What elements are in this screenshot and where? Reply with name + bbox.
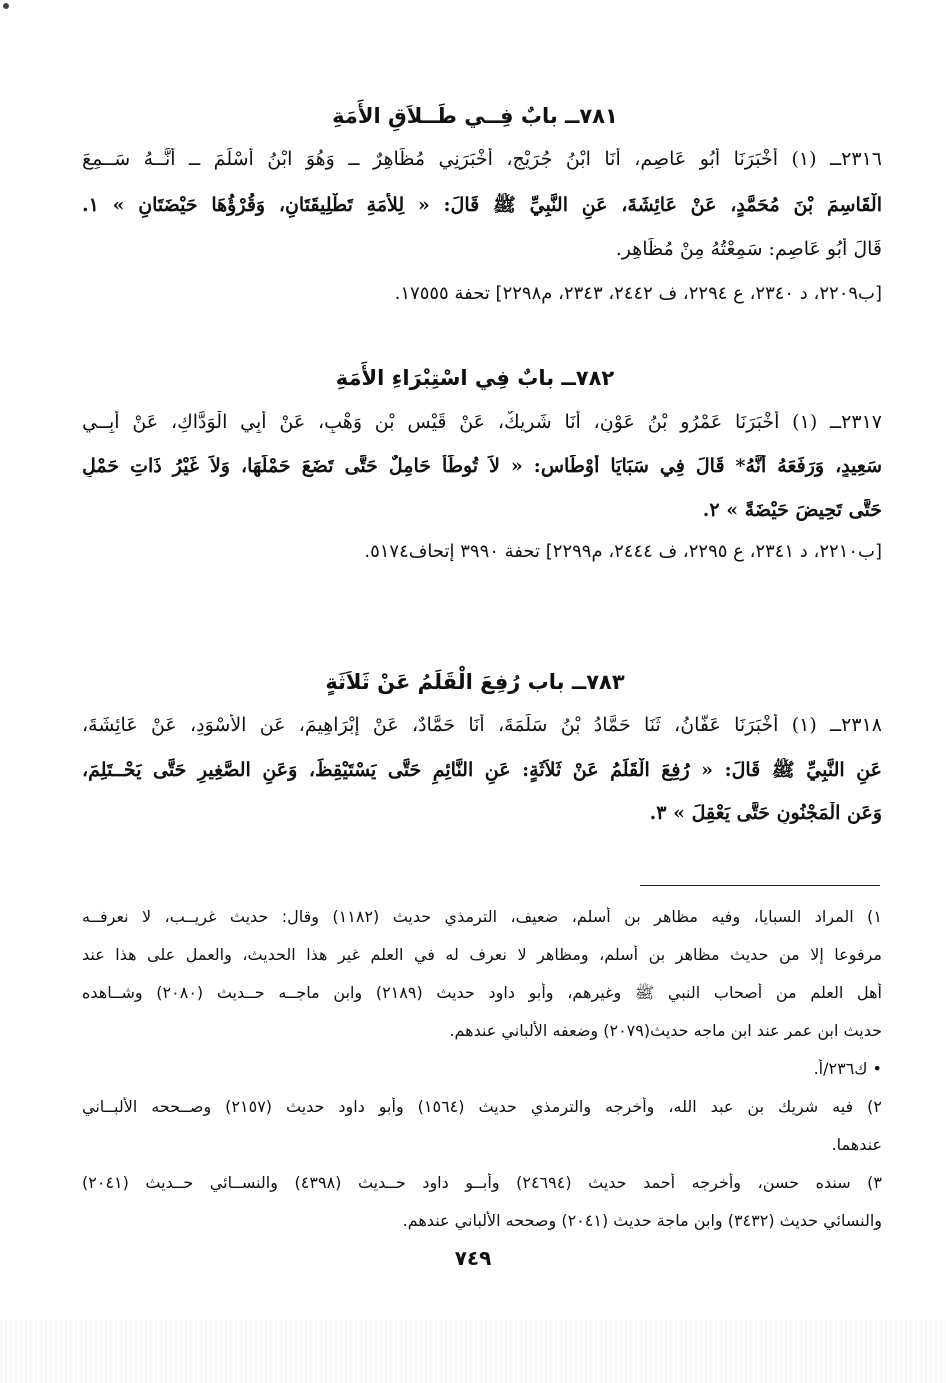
hadith-2316-line-2: الْقَاسِمَ بْنَ مُحَمَّدٍ، عَنْ عَائِشَةَ، عَنِ النَّبِيِّ ﷺ قَالَ: « لِلأَمَةِ تَطْلِيقَتَانِ، وَقُرْؤُهَا حَيْضَتَانِ » ١. [82, 194, 882, 216]
footnote-3-line-2: والنسائي حديث (٣٤٣٢) وابن ماجة حديث (٢٠٤١) وصححه الألباني عندهم. [402, 1211, 882, 1230]
footnote-3-line-1: ٣) سنده حسن، وأخرجه أحمد حديث (٢٤٦٩٤) وأبــو داود حــديث (٤٣٩٨) والنســائي حــديث (٢٠٤١) [82, 1173, 882, 1192]
hadith-2316-line-1: ٢٣١٦ــ (١) أَخْبَرَنَا أَبُو عَاصِمٍ، أَنَا ابْنُ جُرَيْجٍ، أَخْبَرَنِي مُظَاهِرٌ ــ وَهُوَ ابْنُ أَسْلَمَ ــ أَنَّــهُ سَــمِعَ [82, 148, 882, 170]
scan-speck [3, 3, 9, 9]
section-heading-783: ٧٨٣ــ باب رُفِعَ الْقَلَمُ عَنْ ثَلاَثَةٍ [325, 670, 625, 694]
manuscript-marker: • ك٢٣٦/أ. [813, 1059, 882, 1078]
hadith-2316-reference: [ب٢٢٠٩، د ٢٣٤٠، ع ٢٢٩٤، ف ٢٤٤٢، ٢٣٤٣، م٢٢٩٨] تحفة ١٧٥٥٥. [394, 283, 882, 304]
footnote-1-line-3: أهل العلم من أصحاب النبي ﷺ وغيرهم، وأبو داود حديث (٢١٨٩) وابن ماجــه حــديث (٢٠٨٠) وشــاهده [82, 983, 882, 1002]
scan-noise [0, 1320, 946, 1383]
footnote-1-line-1: ١) المراد السبايا، وفيه مظاهر بن أسلم، ضعيف، الترمذي حديث (١١٨٢) وقال: حديث غريــب، لا نعرفــه [82, 907, 882, 926]
section-heading-782: ٧٨٢ــ بابٌ فِي اسْتِبْرَاءِ الأَمَةِ [335, 366, 615, 390]
footnote-1-line-4: حديث ابن عمر عند ابن ماجه حديث(٢٠٧٩) وضعفه الألباني عندهم. [449, 1021, 882, 1040]
section-heading-781: ٧٨١ــ بابٌ فِــي طَــلاَقِ الأَمَةِ [332, 104, 618, 128]
footnote-2-line-2: عندهما. [831, 1135, 882, 1154]
hadith-2317-line-3: حَتَّى تَحِيضَ حَيْضَةً » ٢. [702, 499, 882, 521]
hadith-2317-line-2: سَعِيدٍ، وَرَفَعَهُ أَنَّهُ* قَالَ فِي سَبَايَا أَوْطَاسٍ: « لاَ تُوطَأُ حَامِلٌ حَتَّى تَضَعَ حَمْلَهَا، وَلاَ غَيْرُ ذَاتِ حَمْلٍ [82, 455, 882, 477]
hadith-2318-line-1: ٢٣١٨ــ (١) أَخْبَرَنَا عَفَّانُ، ثَنَا حَمَّادُ بْنُ سَلَمَةَ، أَنَا حَمَّادٌ، عَنْ إِبْرَاهِيمَ، عَنِ الأَسْوَدِ، عَنْ عَائِشَةَ، [82, 714, 882, 736]
hadith-2318-line-3: وَعَنِ الْمَجْنُونِ حَتَّى يَعْقِلَ » ٣. [649, 802, 882, 824]
footnote-2-line-1: ٢) فيه شريك بن عبد الله، وأخرجه والترمذي حديث (١٥٦٤) وأبو داود حديث (٢١٥٧) وصــححه الألبــاني [82, 1097, 882, 1116]
hadith-2317-reference: [ب٢٢١٠، د ٢٣٤١، ع ٢٢٩٥، ف ٢٤٤٤، م٢٢٩٩] تحفة ٣٩٩٠ إتحاف٥١٧٤. [364, 541, 882, 562]
footnote-1-line-2: مرفوعا إلا من حديث مظاهر بن أسلم، ومظاهر لا نعرف له في العلم غير هذا الحديث، والعمل على هذا عند [82, 945, 882, 964]
hadith-2317-line-1: ٢٣١٧ــ (١) أَخْبَرَنَا عَمْرُو بْنُ عَوْنٍ، أَنَا شَرِيكٌ، عَنْ قَيْسِ بْنِ وَهْبٍ، عَنْ أَبِي الْوَدَّاكِ، عَنْ أَبِــي [82, 411, 882, 433]
page-number: ٧٤٩ [454, 1246, 492, 1270]
footnote-separator [640, 885, 880, 886]
hadith-2316-line-3: قَالَ أَبُو عَاصِمٍ: سَمِعْتُهُ مِنْ مُظَاهِرٍ. [615, 238, 882, 260]
hadith-2318-line-2: عَنِ النَّبِيِّ ﷺ قَالَ: « رُفِعَ الْقَلَمُ عَنْ ثَلاَثَةٍ: عَنِ النَّائِمِ حَتَّى يَسْتَيْقِظَ، وَعَنِ الصَّغِيرِ حَتَّى يَحْــتَلِمَ، [82, 759, 882, 781]
